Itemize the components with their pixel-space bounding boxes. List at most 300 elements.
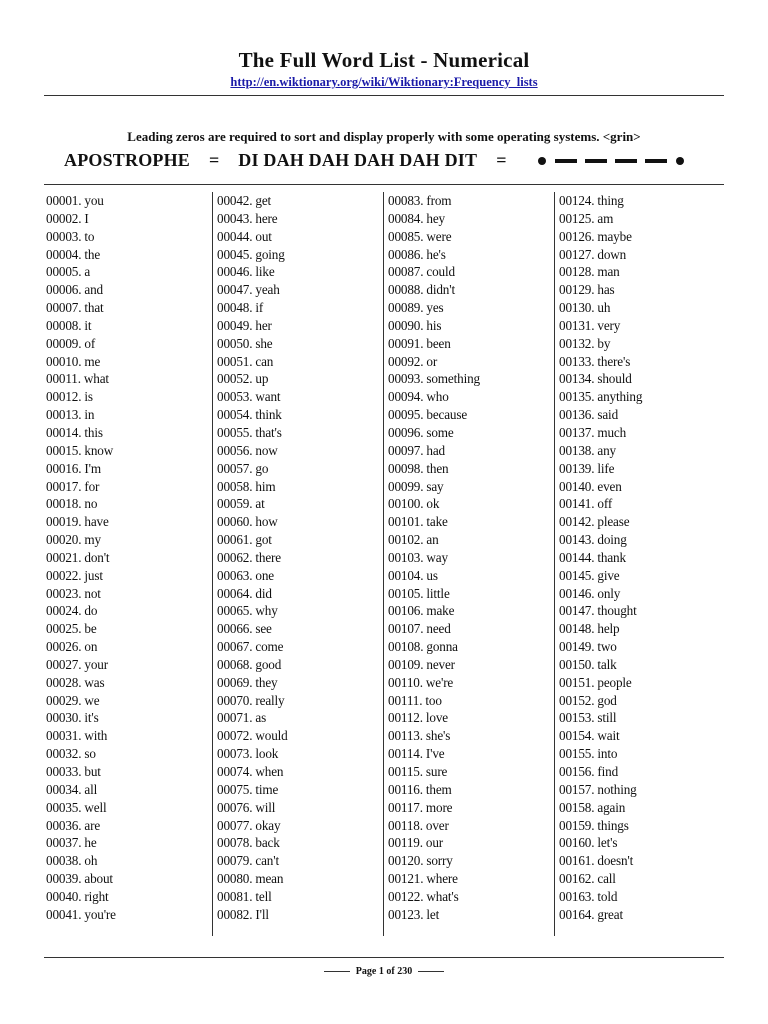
entry-number: 00164. <box>559 906 595 922</box>
entry-number: 00091. <box>388 335 424 351</box>
entry-word: need <box>426 621 451 637</box>
list-item <box>46 263 212 281</box>
entry-word: that <box>84 300 104 316</box>
list-item <box>217 406 383 424</box>
entry-word: them <box>425 781 452 797</box>
list-item <box>559 817 725 835</box>
entry-word: who <box>426 389 449 405</box>
entry-word: off <box>597 496 613 512</box>
entry-word: so <box>84 746 96 762</box>
list-item <box>559 442 725 460</box>
entry-word: ok <box>426 496 440 512</box>
footer-line-left <box>324 971 350 972</box>
list-item <box>388 263 554 281</box>
entry-word: wait <box>597 728 620 744</box>
entry-word: they <box>255 674 278 690</box>
entry-number: 00025. <box>46 621 82 637</box>
list-item <box>217 388 383 406</box>
list-item <box>217 817 383 835</box>
list-item <box>559 388 725 406</box>
list-item <box>46 388 212 406</box>
entry-number: 00112. <box>388 710 423 726</box>
entry-number: 00016. <box>46 460 82 476</box>
entry-word: help <box>597 621 620 637</box>
list-item <box>388 210 554 228</box>
entry-number: 00001. <box>46 193 82 208</box>
entry-number: 00122. <box>388 888 424 904</box>
list-item <box>559 317 725 335</box>
entry-word: want <box>255 389 281 405</box>
entry-number: 00077. <box>217 817 253 833</box>
entry-word: great <box>597 906 623 922</box>
entry-word: back <box>255 835 280 851</box>
entry-word: our <box>425 835 444 851</box>
entry-word: how <box>255 514 278 530</box>
entry-number: 00057. <box>217 460 253 476</box>
column-divider <box>554 192 555 936</box>
list-item <box>46 602 212 620</box>
morse-dash-icon <box>555 159 577 163</box>
entry-number: 00050. <box>217 335 253 351</box>
entry-word: his <box>426 317 442 333</box>
entry-word: good <box>255 656 282 672</box>
list-item <box>559 763 725 781</box>
entry-word: been <box>426 335 451 351</box>
entry-number: 00109. <box>388 656 424 672</box>
entry-word: should <box>597 371 632 387</box>
list-item <box>559 799 725 817</box>
page-title: The Full Word List - Numerical <box>238 48 530 72</box>
entry-number: 00021. <box>46 549 82 565</box>
entry-word: I've <box>425 746 445 762</box>
entry-number: 00129. <box>559 282 595 298</box>
entry-word: don't <box>84 549 110 565</box>
list-item <box>46 246 212 264</box>
entry-word: tell <box>255 888 272 904</box>
list-item <box>217 888 383 906</box>
entry-number: 00031. <box>46 728 82 744</box>
entry-word: get <box>255 193 272 208</box>
entry-word: look <box>255 746 279 762</box>
entry-number: 00149. <box>559 639 595 655</box>
entry-number: 00087. <box>388 264 424 280</box>
list-item <box>217 656 383 674</box>
list-item <box>559 424 725 442</box>
list-item <box>559 567 725 585</box>
entry-word: all <box>84 781 98 797</box>
list-item <box>217 727 383 745</box>
bottom-rule <box>44 957 724 958</box>
list-item <box>559 281 725 299</box>
entry-number: 00086. <box>388 246 424 262</box>
entry-word: into <box>597 746 618 762</box>
entry-word: will <box>255 799 276 815</box>
header-rule <box>44 95 724 96</box>
list-item <box>559 852 725 870</box>
word-column-2 <box>217 192 383 924</box>
entry-number: 00008. <box>46 317 82 333</box>
morse-code-text: DI DAH DAH DAH DAH DIT <box>238 150 478 170</box>
entry-word: from <box>426 193 452 208</box>
entry-number: 00083. <box>388 193 424 208</box>
entry-number: 00150. <box>559 656 595 672</box>
list-item <box>217 335 383 353</box>
entry-word: there's <box>597 353 631 369</box>
entry-word: that's <box>255 424 282 440</box>
entry-word: as <box>255 710 267 726</box>
entry-number: 00056. <box>217 442 253 458</box>
list-item <box>217 834 383 852</box>
entry-word: too <box>425 692 442 708</box>
entry-number: 00141. <box>559 496 595 512</box>
list-item <box>559 585 725 603</box>
entry-word: what's <box>426 888 459 904</box>
entry-word: up <box>255 371 269 387</box>
entry-word: man <box>597 264 620 280</box>
entry-number: 00061. <box>217 532 253 548</box>
list-item <box>388 852 554 870</box>
entry-word: my <box>84 532 101 548</box>
list-item <box>217 567 383 585</box>
entry-word: me <box>84 353 101 369</box>
entry-number: 00052. <box>217 371 253 387</box>
page-number: 1 <box>378 966 384 977</box>
list-item <box>388 317 554 335</box>
entry-number: 00120. <box>388 853 424 869</box>
entry-number: 00060. <box>217 514 253 530</box>
entry-word: it's <box>84 710 99 726</box>
list-item <box>217 442 383 460</box>
morse-equals-1: = <box>209 150 220 170</box>
page-footer <box>0 966 768 977</box>
entry-word: call <box>597 871 616 887</box>
entry-word: didn't <box>426 282 455 298</box>
word-column-4 <box>559 192 725 924</box>
entry-word: she's <box>425 728 451 744</box>
entry-number: 00136. <box>559 407 595 423</box>
entry-number: 00098. <box>388 460 424 476</box>
entry-word: even <box>597 478 622 494</box>
entry-number: 00117. <box>388 799 423 815</box>
list-item <box>388 281 554 299</box>
entry-word: would <box>255 728 288 744</box>
list-item <box>217 852 383 870</box>
entry-word: because <box>426 407 468 423</box>
entry-number: 00151. <box>559 674 595 690</box>
entry-number: 00040. <box>46 888 82 904</box>
entry-word: sorry <box>426 853 453 869</box>
entry-word: could <box>426 264 455 280</box>
entry-number: 00045. <box>217 246 253 262</box>
entry-word: time <box>255 781 279 797</box>
list-item <box>217 478 383 496</box>
entry-word: him <box>255 478 276 494</box>
entry-word: at <box>255 496 265 512</box>
entry-number: 00158. <box>559 799 595 815</box>
entry-number: 00095. <box>388 407 424 423</box>
list-item <box>46 585 212 603</box>
entry-number: 00134. <box>559 371 595 387</box>
list-item <box>217 246 383 264</box>
list-item <box>559 620 725 638</box>
entry-number: 00163. <box>559 888 595 904</box>
entry-number: 00143. <box>559 532 595 548</box>
morse-line <box>64 150 724 171</box>
entry-word: am <box>597 210 614 226</box>
entry-number: 00110. <box>388 674 423 690</box>
entry-number: 00012. <box>46 389 82 405</box>
list-item <box>217 781 383 799</box>
list-item <box>388 424 554 442</box>
entry-word: a <box>84 264 91 280</box>
list-item <box>559 727 725 745</box>
list-item <box>388 567 554 585</box>
list-item <box>559 870 725 888</box>
list-item <box>559 513 725 531</box>
list-item <box>46 638 212 656</box>
morse-equals-2: = <box>496 150 507 170</box>
list-item <box>559 246 725 264</box>
column-divider <box>383 192 384 936</box>
list-item <box>46 460 212 478</box>
entry-number: 00043. <box>217 210 253 226</box>
list-item <box>559 210 725 228</box>
entry-word: the <box>84 246 101 262</box>
entry-word: do <box>84 603 98 619</box>
list-item <box>217 495 383 513</box>
entry-number: 00055. <box>217 424 253 440</box>
entry-word: did <box>255 585 272 601</box>
entry-word: down <box>597 246 627 262</box>
list-item <box>559 478 725 496</box>
list-item <box>217 317 383 335</box>
entry-word: two <box>597 639 617 655</box>
list-item <box>46 674 212 692</box>
list-item <box>46 317 212 335</box>
entry-word: yes <box>426 300 444 316</box>
entry-number: 00154. <box>559 728 595 744</box>
entry-word: you <box>84 193 104 208</box>
total-pages: 230 <box>397 966 413 977</box>
entry-number: 00082. <box>217 906 253 922</box>
entry-number: 00106. <box>388 603 424 619</box>
entry-word: only <box>597 585 621 601</box>
list-item <box>388 906 554 924</box>
list-item <box>559 353 725 371</box>
entry-word: something <box>426 371 480 387</box>
entry-number: 00063. <box>217 567 253 583</box>
entry-number: 00048. <box>217 300 253 316</box>
list-item <box>388 513 554 531</box>
list-item <box>388 888 554 906</box>
entry-word: come <box>255 639 284 655</box>
entry-number: 00099. <box>388 478 424 494</box>
entry-word: gonna <box>426 639 458 655</box>
list-item <box>388 585 554 603</box>
list-item <box>559 656 725 674</box>
entry-number: 00081. <box>217 888 253 904</box>
entry-word: any <box>597 442 616 458</box>
entry-number: 00042. <box>217 193 253 208</box>
entry-word: well <box>84 799 107 815</box>
list-item <box>217 745 383 763</box>
entry-number: 00015. <box>46 442 82 458</box>
list-item <box>559 781 725 799</box>
list-item <box>388 299 554 317</box>
entry-number: 00147. <box>559 603 595 619</box>
entry-word: some <box>426 424 454 440</box>
entry-number: 00103. <box>388 549 424 565</box>
entry-number: 00155. <box>559 746 595 762</box>
list-item <box>217 299 383 317</box>
list-item <box>46 834 212 852</box>
entry-number: 00105. <box>388 585 424 601</box>
entry-number: 00139. <box>559 460 595 476</box>
entry-number: 00006. <box>46 282 82 298</box>
list-item <box>46 335 212 353</box>
entry-word: not <box>84 585 101 601</box>
entry-number: 00009. <box>46 335 82 351</box>
entry-word: god <box>597 692 617 708</box>
list-item <box>46 495 212 513</box>
entry-word: us <box>426 567 438 583</box>
list-item <box>46 852 212 870</box>
entry-number: 00046. <box>217 264 253 280</box>
entry-number: 00065. <box>217 603 253 619</box>
list-item <box>46 817 212 835</box>
entry-number: 00026. <box>46 639 82 655</box>
entry-number: 00108. <box>388 639 424 655</box>
list-item <box>46 549 212 567</box>
list-item <box>388 709 554 727</box>
entry-number: 00137. <box>559 424 595 440</box>
entry-number: 00159. <box>559 817 595 833</box>
entry-word: very <box>597 317 621 333</box>
source-link[interactable]: http://en.wiktionary.org/wiki/Wiktionary:Frequency_lists <box>230 75 538 89</box>
list-item <box>388 620 554 638</box>
list-item <box>46 442 212 460</box>
list-item <box>559 692 725 710</box>
list-item <box>46 727 212 745</box>
entry-word: doesn't <box>597 853 634 869</box>
entry-number: 00093. <box>388 371 424 387</box>
entry-word: were <box>426 228 452 244</box>
entry-number: 00079. <box>217 853 253 869</box>
entry-word: he <box>84 835 97 851</box>
entry-number: 00047. <box>217 282 253 298</box>
list-item <box>388 246 554 264</box>
entry-number: 00036. <box>46 817 82 833</box>
list-item <box>46 656 212 674</box>
entry-number: 00029. <box>46 692 82 708</box>
entry-number: 00051. <box>217 353 253 369</box>
list-item <box>559 495 725 513</box>
list-item <box>559 335 725 353</box>
entry-number: 00162. <box>559 871 595 887</box>
entry-word: find <box>597 764 619 779</box>
list-item <box>559 406 725 424</box>
morse-word: APOSTROPHE <box>64 150 191 170</box>
entry-number: 00115. <box>388 764 423 779</box>
list-item <box>46 799 212 817</box>
entry-word: but <box>84 764 101 779</box>
entry-word: her <box>255 317 272 333</box>
entry-number: 00148. <box>559 621 595 637</box>
list-item <box>559 228 725 246</box>
list-item <box>388 602 554 620</box>
entry-word: anything <box>597 389 643 405</box>
list-item <box>559 709 725 727</box>
list-item <box>46 513 212 531</box>
entry-number: 00156. <box>559 764 595 779</box>
list-item <box>388 531 554 549</box>
entry-word: can't <box>255 853 279 869</box>
list-item <box>46 709 212 727</box>
list-item <box>388 460 554 478</box>
list-item <box>559 370 725 388</box>
list-item <box>388 549 554 567</box>
entry-number: 00089. <box>388 300 424 316</box>
entry-number: 00146. <box>559 585 595 601</box>
entry-number: 00088. <box>388 282 424 298</box>
list-item <box>217 353 383 371</box>
column-divider <box>212 192 213 936</box>
entry-word: say <box>426 478 444 494</box>
entry-number: 00157. <box>559 781 595 797</box>
entry-word: are <box>84 817 101 833</box>
list-item <box>217 906 383 924</box>
entry-word: oh <box>84 853 98 869</box>
entry-word: take <box>426 514 448 530</box>
list-item <box>559 263 725 281</box>
entry-number: 00018. <box>46 496 82 512</box>
entry-number: 00100. <box>388 496 424 512</box>
entry-word: where <box>426 871 458 887</box>
entry-word: more <box>425 799 453 815</box>
list-item <box>559 745 725 763</box>
entry-number: 00124. <box>559 193 595 208</box>
list-item <box>217 674 383 692</box>
entry-word: know <box>84 442 114 458</box>
list-item <box>388 817 554 835</box>
morse-dot-icon <box>676 157 684 165</box>
entry-word: is <box>84 389 93 405</box>
list-item <box>217 513 383 531</box>
entry-word: I'm <box>84 460 101 476</box>
morse-dash-icon <box>585 159 607 163</box>
entry-number: 00080. <box>217 871 253 887</box>
entry-word: doing <box>597 532 627 548</box>
list-item <box>559 460 725 478</box>
entry-number: 00010. <box>46 353 82 369</box>
list-item <box>217 281 383 299</box>
list-item <box>46 228 212 246</box>
entry-number: 00161. <box>559 853 595 869</box>
entry-number: 00144. <box>559 549 595 565</box>
entry-word: okay <box>255 817 281 833</box>
entry-number: 00145. <box>559 567 595 583</box>
entry-number: 00096. <box>388 424 424 440</box>
list-item <box>217 620 383 638</box>
entry-number: 00113. <box>388 728 423 744</box>
entry-number: 00130. <box>559 300 595 316</box>
entry-word: go <box>255 460 269 476</box>
entry-word: give <box>597 567 620 583</box>
list-item <box>217 602 383 620</box>
entry-number: 00142. <box>559 514 595 530</box>
entry-word: no <box>84 496 98 512</box>
entry-number: 00024. <box>46 603 82 619</box>
